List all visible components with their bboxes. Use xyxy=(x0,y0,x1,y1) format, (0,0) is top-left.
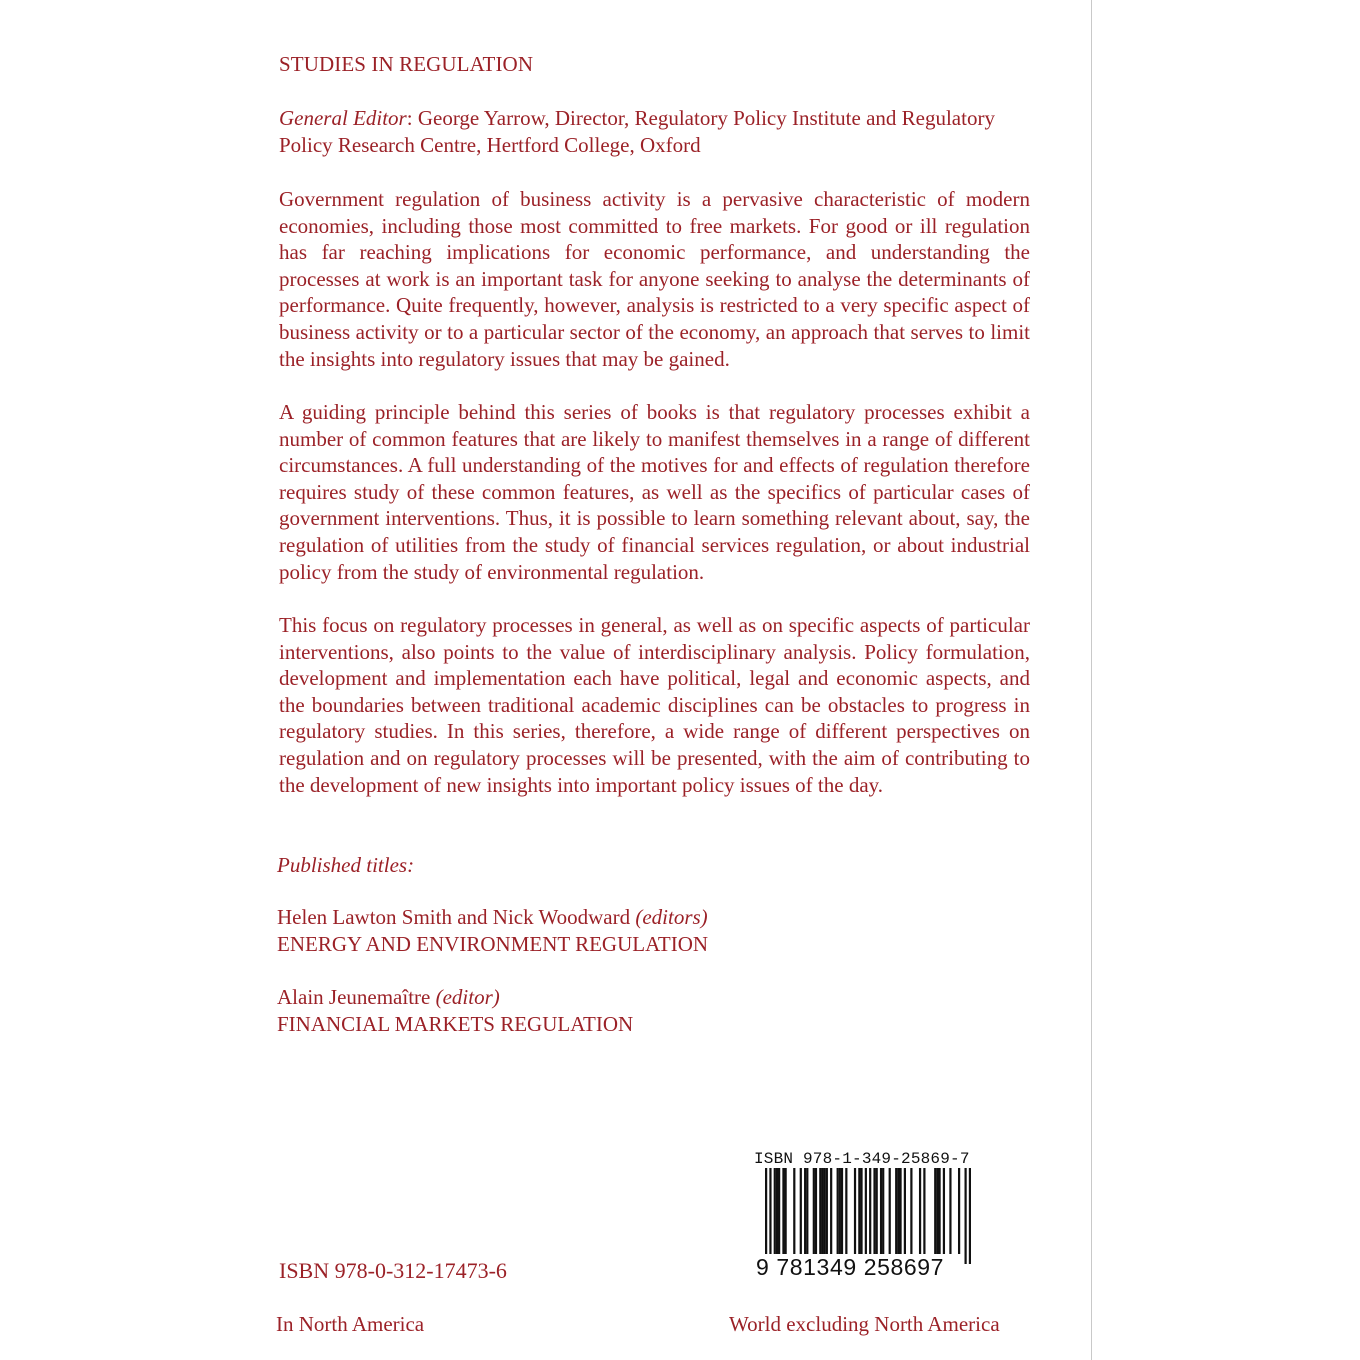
barcode-bar xyxy=(865,1168,867,1264)
barcode-bar xyxy=(880,1168,882,1254)
body-paragraph-3: This focus on regulatory processes in general, as well as on specific aspects of particular interventions, also points to the value of interdisciplinary analysis. Policy formulation, development and implementation each have political, legal and economic aspects, and the boundaries between traditional academic disciplines can be obstacles to progress in regulatory studies. In this series, therefore, a wide range of different perspectives on regulation and on regulatory processes will be presented, with the aim of contributing to the development of new insights into important policy issues of the day. xyxy=(279,613,1030,797)
spine-edge-line xyxy=(1091,0,1092,1360)
barcode-bar xyxy=(934,1168,936,1254)
barcode-bar xyxy=(936,1168,938,1254)
barcode-bar xyxy=(854,1168,856,1254)
barcode-bar xyxy=(873,1168,875,1254)
book-title: ENERGY AND ENVIRONMENT REGULATION xyxy=(277,932,709,956)
barcode-bar xyxy=(964,1168,966,1264)
barcode-bar xyxy=(860,1168,862,1254)
barcode-bar xyxy=(899,1168,901,1254)
barcode-bar xyxy=(782,1168,784,1254)
barcode-bar xyxy=(882,1168,884,1254)
barcode-bar xyxy=(923,1168,925,1254)
barcode-bar xyxy=(785,1168,787,1254)
title-editor-role: (editors) xyxy=(635,905,708,929)
published-titles-label: Published titles xyxy=(277,853,408,877)
barcode-bar xyxy=(841,1168,843,1254)
title-editors: Alain Jeunemaître xyxy=(277,985,436,1009)
barcode-bar xyxy=(765,1168,767,1264)
barcode-bar xyxy=(910,1168,912,1254)
isbn-north-america: ISBN 978-0-312-17473-6 xyxy=(279,1258,507,1283)
published-titles-colon: : xyxy=(407,853,415,877)
barcode-bar xyxy=(774,1168,776,1254)
general-editor-separator: : xyxy=(406,106,413,130)
title-editors-line xyxy=(277,984,633,1011)
barcode-bar xyxy=(938,1168,940,1254)
barcode-bar xyxy=(826,1168,828,1254)
barcode-bar xyxy=(895,1168,897,1254)
barcode-bar xyxy=(776,1168,778,1254)
barcode-bar xyxy=(824,1168,826,1254)
barcode-bar xyxy=(943,1168,945,1254)
title-editors: Helen Lawton Smith and Nick Woodward xyxy=(277,905,636,929)
general-editor-text: George Yarrow, Director, Regulatory Policy Institute and Regulatory Policy Research Centre, Hertford College, Oxford xyxy=(279,106,995,157)
series-title: STUDIES IN REGULATION xyxy=(279,52,534,76)
published-title-entry xyxy=(277,984,633,1038)
barcode-isbn-text: ISBN 978-1-349-25869-7 xyxy=(754,1150,970,1168)
barcode-bar xyxy=(897,1168,899,1254)
region-world: World excluding North America xyxy=(729,1312,1000,1336)
barcode-bar xyxy=(806,1168,808,1254)
barcode-digits: 9 781349 258697 xyxy=(756,1254,948,1280)
barcode-bar xyxy=(904,1168,906,1254)
region-north-america: In North America xyxy=(276,1312,425,1336)
barcode-bar xyxy=(813,1168,815,1254)
body-paragraph-1: Government regulation of business activity is a pervasive characteristic of modern economies, including those most committed to free markets. For good or ill regulation has far reaching implications for economic performance, and understanding the processes at work is an important task for anyone seeking to analyse the determinants of performance. Quite frequently, however, analysis is restricted to a very specific aspect of business activity or to a particular sector of the economy, an approach that serves to limit the insights into regulatory issues that may be gained. xyxy=(279,187,1030,371)
published-title-entry xyxy=(277,904,708,958)
barcode-bar xyxy=(969,1168,971,1264)
barcode-bar xyxy=(845,1168,847,1254)
barcode-bar xyxy=(804,1168,806,1254)
barcode-bars xyxy=(755,1168,971,1264)
body-paragraph-2: A guiding principle behind this series of books is that regulatory processes exhibit a number of common features that are likely to manifest themselves in a range of different circumstances. A full understanding of the motives for and effects of regulation therefore requires study of these common features, as well as the specifics of particular cases of government interventions. Thus, it is possible to learn something relevant about, say, the regulation of utilities from the study of financial services regulation, or about industrial policy from the study of environmental regulation. xyxy=(279,400,1030,584)
barcode-bar xyxy=(869,1168,871,1264)
barcode-bar xyxy=(837,1168,839,1254)
barcode-bar xyxy=(769,1168,771,1264)
barcode-bar xyxy=(919,1168,921,1254)
barcode-bar xyxy=(778,1168,780,1254)
barcode-bar xyxy=(821,1168,823,1254)
barcode-bar xyxy=(876,1168,878,1254)
general-editor xyxy=(279,105,1039,159)
barcode-bar xyxy=(800,1168,802,1254)
barcode-bar xyxy=(830,1168,832,1254)
title-editors-line xyxy=(277,904,708,931)
barcode-bar xyxy=(949,1168,951,1254)
title-editor-role: (editor) xyxy=(435,985,500,1009)
barcode-bar xyxy=(839,1168,841,1254)
barcode-bar xyxy=(819,1168,821,1254)
barcode-bar xyxy=(958,1168,960,1254)
book-title: FINANCIAL MARKETS REGULATION xyxy=(277,1012,634,1036)
barcode-bar xyxy=(858,1168,860,1254)
barcode-bar xyxy=(793,1168,795,1254)
isbn-barcode xyxy=(755,1168,971,1264)
barcode-bar xyxy=(889,1168,891,1254)
general-editor-label: General Editor xyxy=(279,106,407,130)
barcode-bar xyxy=(815,1168,817,1254)
published-titles-heading xyxy=(277,852,414,879)
